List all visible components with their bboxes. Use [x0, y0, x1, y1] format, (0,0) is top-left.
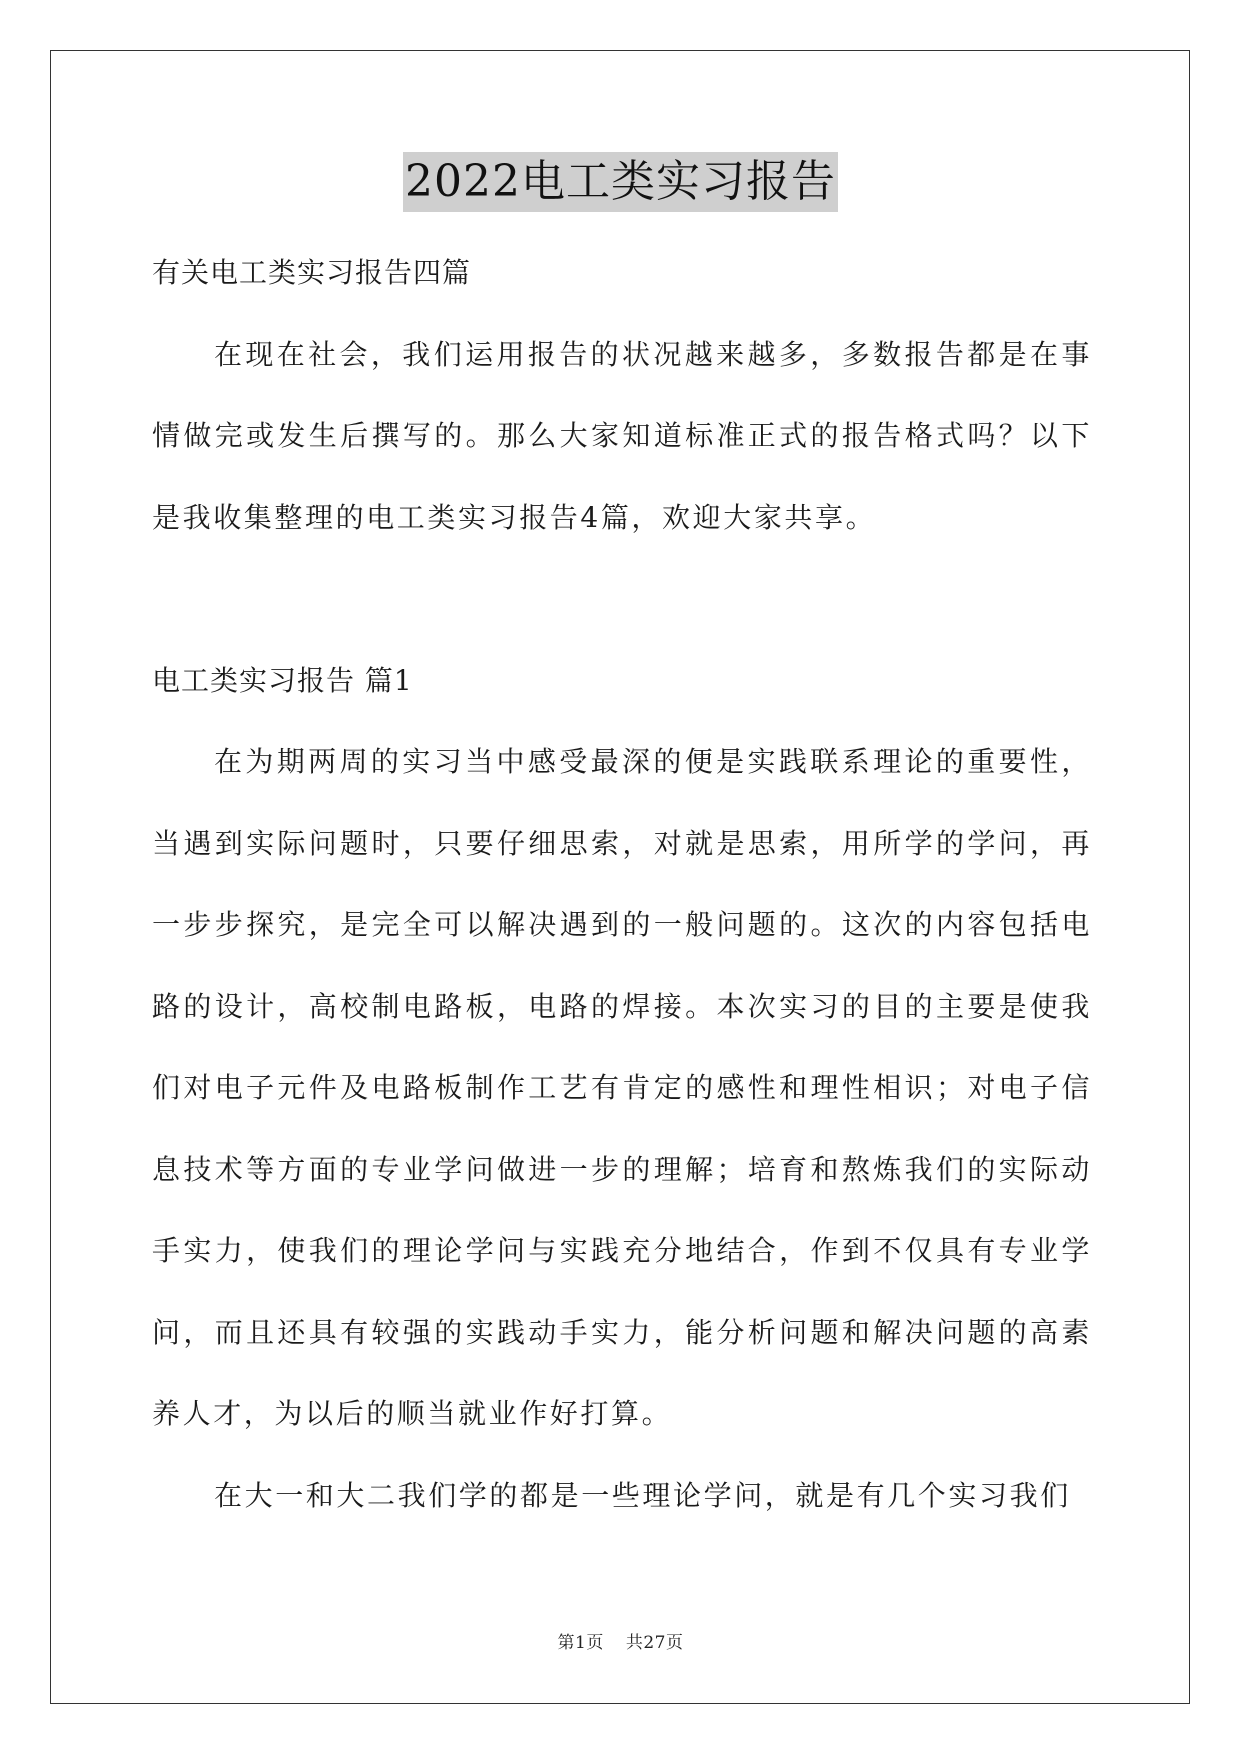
document-title: 2022电工类实习报告	[403, 152, 838, 212]
page-number: 第1页	[557, 1633, 604, 1653]
section-heading: 电工类实习报告 篇1	[152, 663, 413, 697]
page-total: 共27页	[625, 1633, 684, 1653]
body-paragraph-1: 在为期两周的实习当中感受最深的便是实践联系理论的重要性，当遇到实际问题时，只要仔细思索，对就是思索，用所学的学问，再一步步探究，是完全可以解决遇到的一般问题的。这次的内容包括电路的设计，高校制电路板，电路的焊接。本次实习的目的主要是使我们对电子元件及电路板制作工艺有肯定的感性和理性相识；对电子信息技术等方面的专业学问做进一步的理解；培育和熬炼我们的实际动手实力，使我们的理论学问与实践充分地结合，作到不仅具有专业学问，而且还具有较强的实践动手实力，能分析问题和解决问题的高素养人才，为以后的顺当就业作好打算。	[152, 745, 1092, 1430]
blank-line	[152, 558, 1092, 640]
title-container	[0, 152, 1241, 212]
page-footer	[0, 1628, 1241, 1653]
intro-paragraph: 在现在社会，我们运用报告的状况越来越多，多数报告都是在事情做完或发生后撰写的。那么大家知道标准正式的报告格式吗？以下是我收集整理的电工类实习报告4篇，欢迎大家共享。	[152, 337, 1092, 534]
body-paragraph-2: 在大一和大二我们学的都是一些理论学问，就是有几个实习我们	[214, 1478, 1071, 1512]
document-subtitle: 有关电工类实习报告四篇	[152, 256, 472, 289]
document-body	[152, 232, 1092, 1536]
